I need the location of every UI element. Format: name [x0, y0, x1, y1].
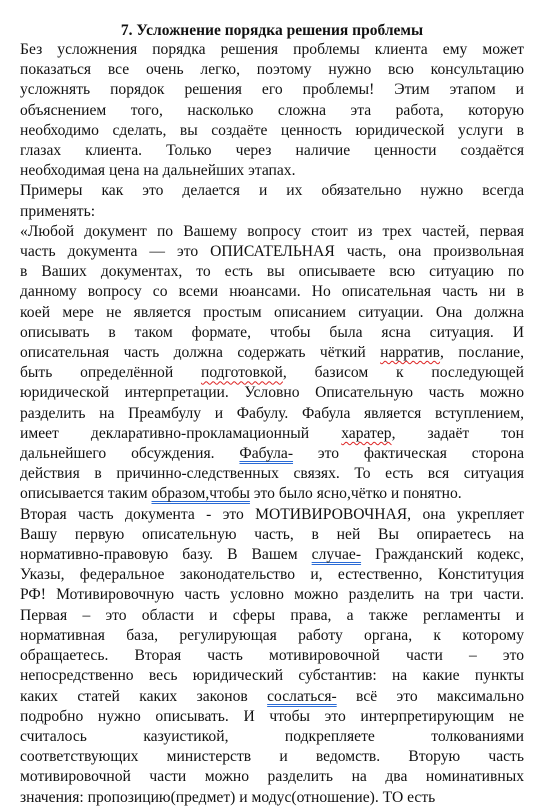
text-line: описательная часть должна содержать чёткий нарратив, послание,: [20, 344, 524, 362]
paragraph: [20, 222, 524, 505]
text-line: каких статей каких законов сослаться- всё это максимально: [20, 687, 524, 705]
text-line: непосредственно весь юридический субстантив: на какие пункты: [20, 667, 524, 685]
text-line: данному вопросу со всеми нюансами. Но описательная часть ни в: [20, 283, 524, 301]
text-line: имеет декларативно-прокламационный харатер, задаёт тон: [20, 424, 524, 442]
text-line: часть документа — это ОПИСАТЕЛЬНАЯ часть, она произвольная: [20, 243, 524, 261]
document-page: [20, 0, 524, 812]
text-line: Примеры как это делается и их обязательно нужно всегда: [20, 182, 524, 200]
paragraph: [20, 505, 524, 808]
text-line: в Ваших документах, то есть вы описываете всю ситуацию по: [20, 263, 524, 281]
text-line: Указы, федеральное законодательство и, естественно, Конституция: [20, 566, 524, 584]
text-line: мотивировочной части можно разделить на два номинативных: [20, 768, 524, 786]
section-heading: 7. Усложнение порядка решения проблемы: [120, 22, 424, 39]
proofing-mark: Фабула-: [239, 445, 294, 463]
text-line: РФ! Мотивировочную часть условно можно разделить на три части.: [20, 586, 524, 604]
text-line: описывать в таком формате, чтобы была ясна ситуация. И: [20, 323, 524, 341]
text-line: дальнейшего обсуждения. Фабула- это фактическая сторона: [20, 445, 524, 463]
text-line: Вторая часть документа - это МОТИВИРОВОЧНАЯ, она укрепляет: [20, 505, 524, 523]
text-line: необходимая цена на дальнейших этапах.: [20, 162, 296, 180]
proofing-mark: случае-: [311, 546, 362, 564]
text-line: соответствующих министерств и ведомств. Вторую часть: [20, 748, 524, 766]
text-line: объяснением того, насколько сложна эта работа, которую: [20, 101, 524, 119]
text-line: действия в причинно-следственных связях. То есть вся ситуация: [20, 465, 524, 483]
text-line: разделить на Преамбулу и Фабулу. Фабула является вступлением,: [20, 404, 524, 422]
text-line: описывается таким образом,чтобы это было ясно,чётко и понятно.: [20, 485, 462, 503]
text-line: нормативно-правовую базу. В Вашем случае- Гражданский кодекс,: [20, 546, 524, 564]
text-line: глазах клиента. Только через наличие ценности создаётся: [20, 142, 524, 160]
paragraph: [20, 181, 524, 221]
text-line: Без усложнения порядка решения проблемы клиента ему может: [20, 41, 524, 58]
text-line: обращаетесь. Вторая часть мотивировочной части – это: [20, 647, 524, 665]
text-line: значения: пропозицию(предмет) и модус(отношение). ТО есть: [20, 788, 436, 806]
proofing-mark: харатер: [341, 424, 392, 442]
paragraph: [20, 40, 524, 181]
text-line: коей мере не является простым описанием ситуации. Она должна: [20, 303, 524, 321]
text-line: Первая – это области и сферы права, а также регламенты и: [20, 606, 524, 624]
text-line: усложнять порядок решения его проблемы! Этим этапом и: [20, 81, 524, 99]
text-line: показаться все очень легко, поэтому нужно всю консультацию: [20, 61, 524, 79]
proofing-mark: образом,чтобы: [151, 485, 250, 503]
text-line: быть определённой подготовкой, базисом к последующей: [20, 364, 524, 382]
text-line: подробно нужно описывать. И чтобы это интерпретирующим не: [20, 707, 524, 725]
text-line: считалось казуистикой, подкрепляете толкованиями: [20, 727, 524, 745]
document-body: [20, 40, 524, 808]
text-line: юридической интерпретации. Условно Описательную часть можно: [20, 384, 524, 402]
text-line: нормативная база, регулирующая работу органа, к которому: [20, 626, 524, 644]
text-line: необходимо сделать, вы создаёте ценность юридической услуги в: [20, 121, 524, 139]
text-line: Вашу первую описательную часть, в ней Вы опираетесь на: [20, 525, 524, 543]
proofing-mark: подготовкой: [200, 364, 283, 382]
proofing-mark: нарратив: [380, 344, 441, 362]
proofing-mark: сослаться-: [267, 687, 337, 705]
text-line: «Любой документ по Вашему вопросу стоит из трех частей, первая: [20, 222, 524, 240]
text-line: применять:: [20, 202, 96, 220]
